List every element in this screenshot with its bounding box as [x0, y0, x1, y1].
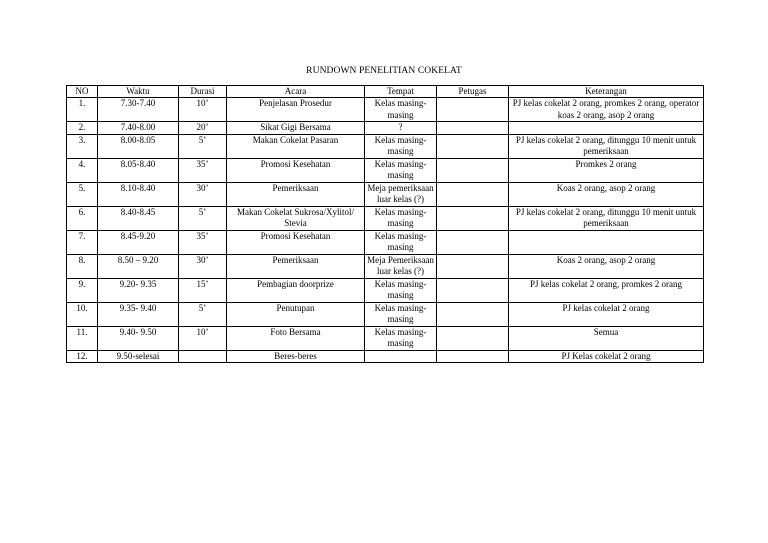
cell-waktu: 7.30-7.40 [98, 98, 179, 122]
table-row [67, 254, 704, 278]
cell-petugas [437, 230, 509, 254]
cell-no: 4. [67, 158, 98, 182]
header-acara: Acara [227, 86, 365, 98]
cell-tempat: Kelas masing-masing [365, 206, 437, 230]
cell-waktu: 7.40-8.00 [98, 122, 179, 135]
cell-no: 1. [67, 98, 98, 122]
cell-keterangan: PJ kelas cokelat 2 orang, promkes 2 orang [509, 278, 704, 302]
cell-tempat: Kelas masing-masing [365, 302, 437, 326]
cell-waktu: 9.20- 9.35 [98, 278, 179, 302]
cell-tempat: Kelas masing-masing [365, 230, 437, 254]
cell-tempat: Kelas masing-masing [365, 98, 437, 122]
cell-no: 8. [67, 254, 98, 278]
table-row [67, 206, 704, 230]
cell-waktu: 8.05-8.40 [98, 158, 179, 182]
cell-no: 9. [67, 278, 98, 302]
cell-acara: Penutupan [227, 302, 365, 326]
cell-durasi: 5’ [179, 134, 227, 158]
cell-durasi: 15’ [179, 278, 227, 302]
header-waktu: Waktu [98, 86, 179, 98]
cell-petugas [437, 350, 509, 363]
cell-waktu: 8.10-8.40 [98, 182, 179, 206]
cell-no: 11. [67, 326, 98, 350]
cell-keterangan: PJ kelas cokelat 2 orang, ditunggu 10 menit untuk pemeriksaan [509, 206, 704, 230]
cell-petugas [437, 206, 509, 230]
table-row [67, 350, 704, 363]
cell-acara: Beres-beres [227, 350, 365, 363]
cell-tempat: ? [365, 122, 437, 135]
cell-keterangan: Promkes 2 orang [509, 158, 704, 182]
cell-acara: Pembagian doorprize [227, 278, 365, 302]
cell-durasi: 35’ [179, 158, 227, 182]
table-row [67, 302, 704, 326]
cell-waktu: 9.40- 9.50 [98, 326, 179, 350]
header-keterangan: Keterangan [509, 86, 704, 98]
cell-acara: Promosi Kesehatan [227, 158, 365, 182]
cell-durasi: 5’ [179, 206, 227, 230]
table-row [67, 230, 704, 254]
cell-acara: Penjelasan Prosedur [227, 98, 365, 122]
cell-tempat: Meja Pemeriksaan luar kelas (?) [365, 254, 437, 278]
cell-tempat [365, 350, 437, 363]
cell-no: 2. [67, 122, 98, 135]
cell-waktu: 9.50-selesai [98, 350, 179, 363]
header-tempat: Tempat [365, 86, 437, 98]
cell-keterangan: PJ kelas cokelat 2 orang, ditunggu 10 menit untuk pemeriksaan [509, 134, 704, 158]
cell-waktu: 8.40-8.45 [98, 206, 179, 230]
cell-keterangan [509, 230, 704, 254]
cell-petugas [437, 182, 509, 206]
cell-no: 7. [67, 230, 98, 254]
table-row [67, 134, 704, 158]
cell-tempat: Kelas masing-masing [365, 326, 437, 350]
cell-petugas [437, 254, 509, 278]
cell-petugas [437, 134, 509, 158]
cell-petugas [437, 326, 509, 350]
cell-keterangan [509, 122, 704, 135]
cell-keterangan: Koas 2 orang, asop 2 orang [509, 182, 704, 206]
cell-acara: Pemeriksaan [227, 182, 365, 206]
cell-acara: Makan Cokelat Sukrosa/Xylitol/ Stevia [227, 206, 365, 230]
cell-tempat: Kelas masing-masing [365, 134, 437, 158]
cell-no: 12. [67, 350, 98, 363]
cell-no: 5. [67, 182, 98, 206]
header-petugas: Petugas [437, 86, 509, 98]
cell-waktu: 9.35- 9.40 [98, 302, 179, 326]
cell-petugas [437, 158, 509, 182]
cell-no: 3. [67, 134, 98, 158]
table-header-row [67, 86, 704, 98]
cell-petugas [437, 278, 509, 302]
cell-acara: Foto Bersama [227, 326, 365, 350]
cell-durasi: 35’ [179, 230, 227, 254]
cell-keterangan: Semua [509, 326, 704, 350]
cell-waktu: 8.45-9.20 [98, 230, 179, 254]
cell-waktu: 8.00-8.05 [98, 134, 179, 158]
header-durasi: Durasi [179, 86, 227, 98]
cell-keterangan: PJ kelas cokelat 2 orang [509, 302, 704, 326]
cell-acara: Makan Cokelat Pasaran [227, 134, 365, 158]
cell-no: 6. [67, 206, 98, 230]
table-row [67, 122, 704, 135]
cell-tempat: Meja pemeriksaan luar kelas (?) [365, 182, 437, 206]
cell-durasi: 20’ [179, 122, 227, 135]
table-row [67, 326, 704, 350]
cell-petugas [437, 302, 509, 326]
cell-acara: Pemeriksaan [227, 254, 365, 278]
cell-keterangan: PJ kelas cokelat 2 orang, promkes 2 orang, operator koas 2 orang, asop 2 orang [509, 98, 704, 122]
table-row [67, 278, 704, 302]
cell-petugas [437, 98, 509, 122]
cell-petugas [437, 122, 509, 135]
table-row [67, 182, 704, 206]
cell-keterangan: Koas 2 orang, asop 2 orang [509, 254, 704, 278]
cell-durasi: 10’ [179, 326, 227, 350]
cell-durasi: 30’ [179, 182, 227, 206]
cell-durasi: 5’ [179, 302, 227, 326]
table-row [67, 158, 704, 182]
rundown-table [66, 85, 704, 363]
cell-tempat: Kelas masing-masing [365, 158, 437, 182]
cell-waktu: 8.50 – 9.20 [98, 254, 179, 278]
cell-durasi: 30’ [179, 254, 227, 278]
cell-no: 10. [67, 302, 98, 326]
cell-keterangan: PJ Kelas cokelat 2 orang [509, 350, 704, 363]
cell-acara: Sikat Gigi Bersama [227, 122, 365, 135]
header-no: NO [67, 86, 98, 98]
cell-durasi: 10’ [179, 98, 227, 122]
cell-tempat: Kelas masing-masing [365, 278, 437, 302]
table-row [67, 98, 704, 122]
document-title: RUNDOWN PENELITIAN COKELAT [306, 66, 462, 76]
cell-acara: Promosi Kesehatan [227, 230, 365, 254]
cell-durasi [179, 350, 227, 363]
